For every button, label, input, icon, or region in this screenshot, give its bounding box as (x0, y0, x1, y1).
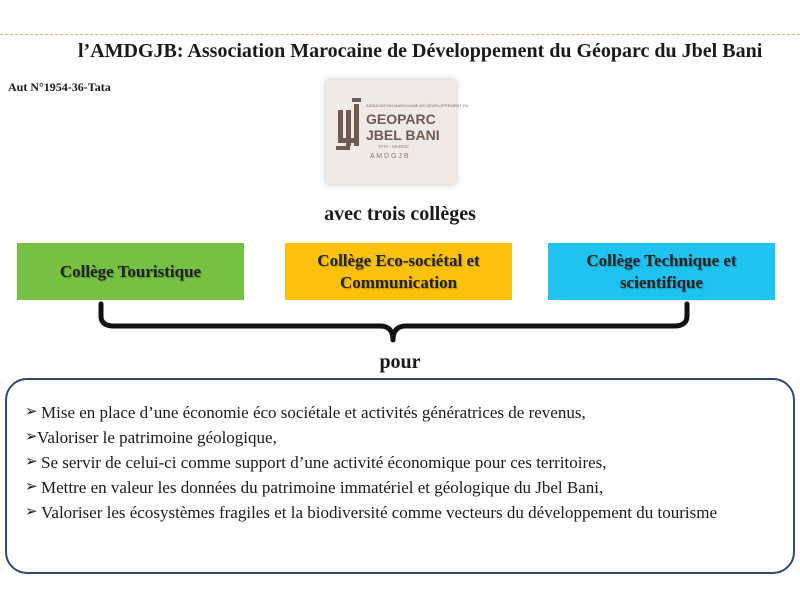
arrowhead-bullet-icon: ➢ (25, 479, 38, 495)
geoparc-logo-graphic (326, 80, 469, 184)
arrowhead-bullet-icon: ➢ (25, 404, 38, 420)
arrowhead-bullet-icon: ➢ (25, 504, 38, 520)
logo-line1: GEOPARC (366, 111, 436, 127)
college-touristique-label: Collège Touristique (59, 261, 202, 281)
college-technique-box (548, 243, 775, 300)
arrowhead-bullet-icon: ➢ (25, 454, 38, 470)
colleges-heading: avec trois collèges (324, 203, 476, 225)
logo-line2: JBEL BANI (366, 127, 440, 143)
grouping-brace (0, 298, 800, 353)
objective-item: ➢ Mise en place d’une économie éco sociétale et activités génératrices de revenus, (25, 400, 783, 425)
authorization-number: Aut N°1954-36-Tata (8, 80, 111, 94)
objective-item: ➢ Mettre en valeur les données du patrimoine immatériel et géologique du Jbel Bani, (25, 475, 783, 500)
college-eco-societal-box (285, 243, 512, 300)
geoparc-logo (326, 80, 469, 184)
logo-small-bottom: TATA - MAROC (378, 144, 409, 149)
page-title: l’AMDGJB: Association Marocaine de Développement du Géoparc du Jbel Bani (78, 40, 763, 62)
college-technique-label: Collège Technique et scientifique (586, 250, 737, 292)
college-touristique-box (17, 243, 244, 300)
top-divider (0, 34, 800, 35)
arrowhead-bullet-icon: ➢ (25, 429, 38, 445)
purpose-heading: pour (379, 351, 421, 373)
objectives-list (7, 380, 793, 525)
objective-item: ➢ Se servir de celui-ci comme support d’une activité économique pour ces territoires, (25, 450, 783, 475)
college-eco-societal-label: Collège Eco-sociétal et Communication (317, 250, 480, 292)
logo-small-top: ASSOCIATION MAROCAINE DE DÉVELOPPEMENT DU (366, 103, 469, 108)
objective-item: ➢ Valoriser le patrimoine géologique, (25, 425, 783, 450)
objective-item: ➢ Valoriser les écosystèmes fragiles et la biodiversité comme vecteurs du développement du tourisme (25, 500, 783, 525)
objectives-panel (5, 378, 795, 574)
logo-acronym: A M D G J B (370, 153, 409, 160)
